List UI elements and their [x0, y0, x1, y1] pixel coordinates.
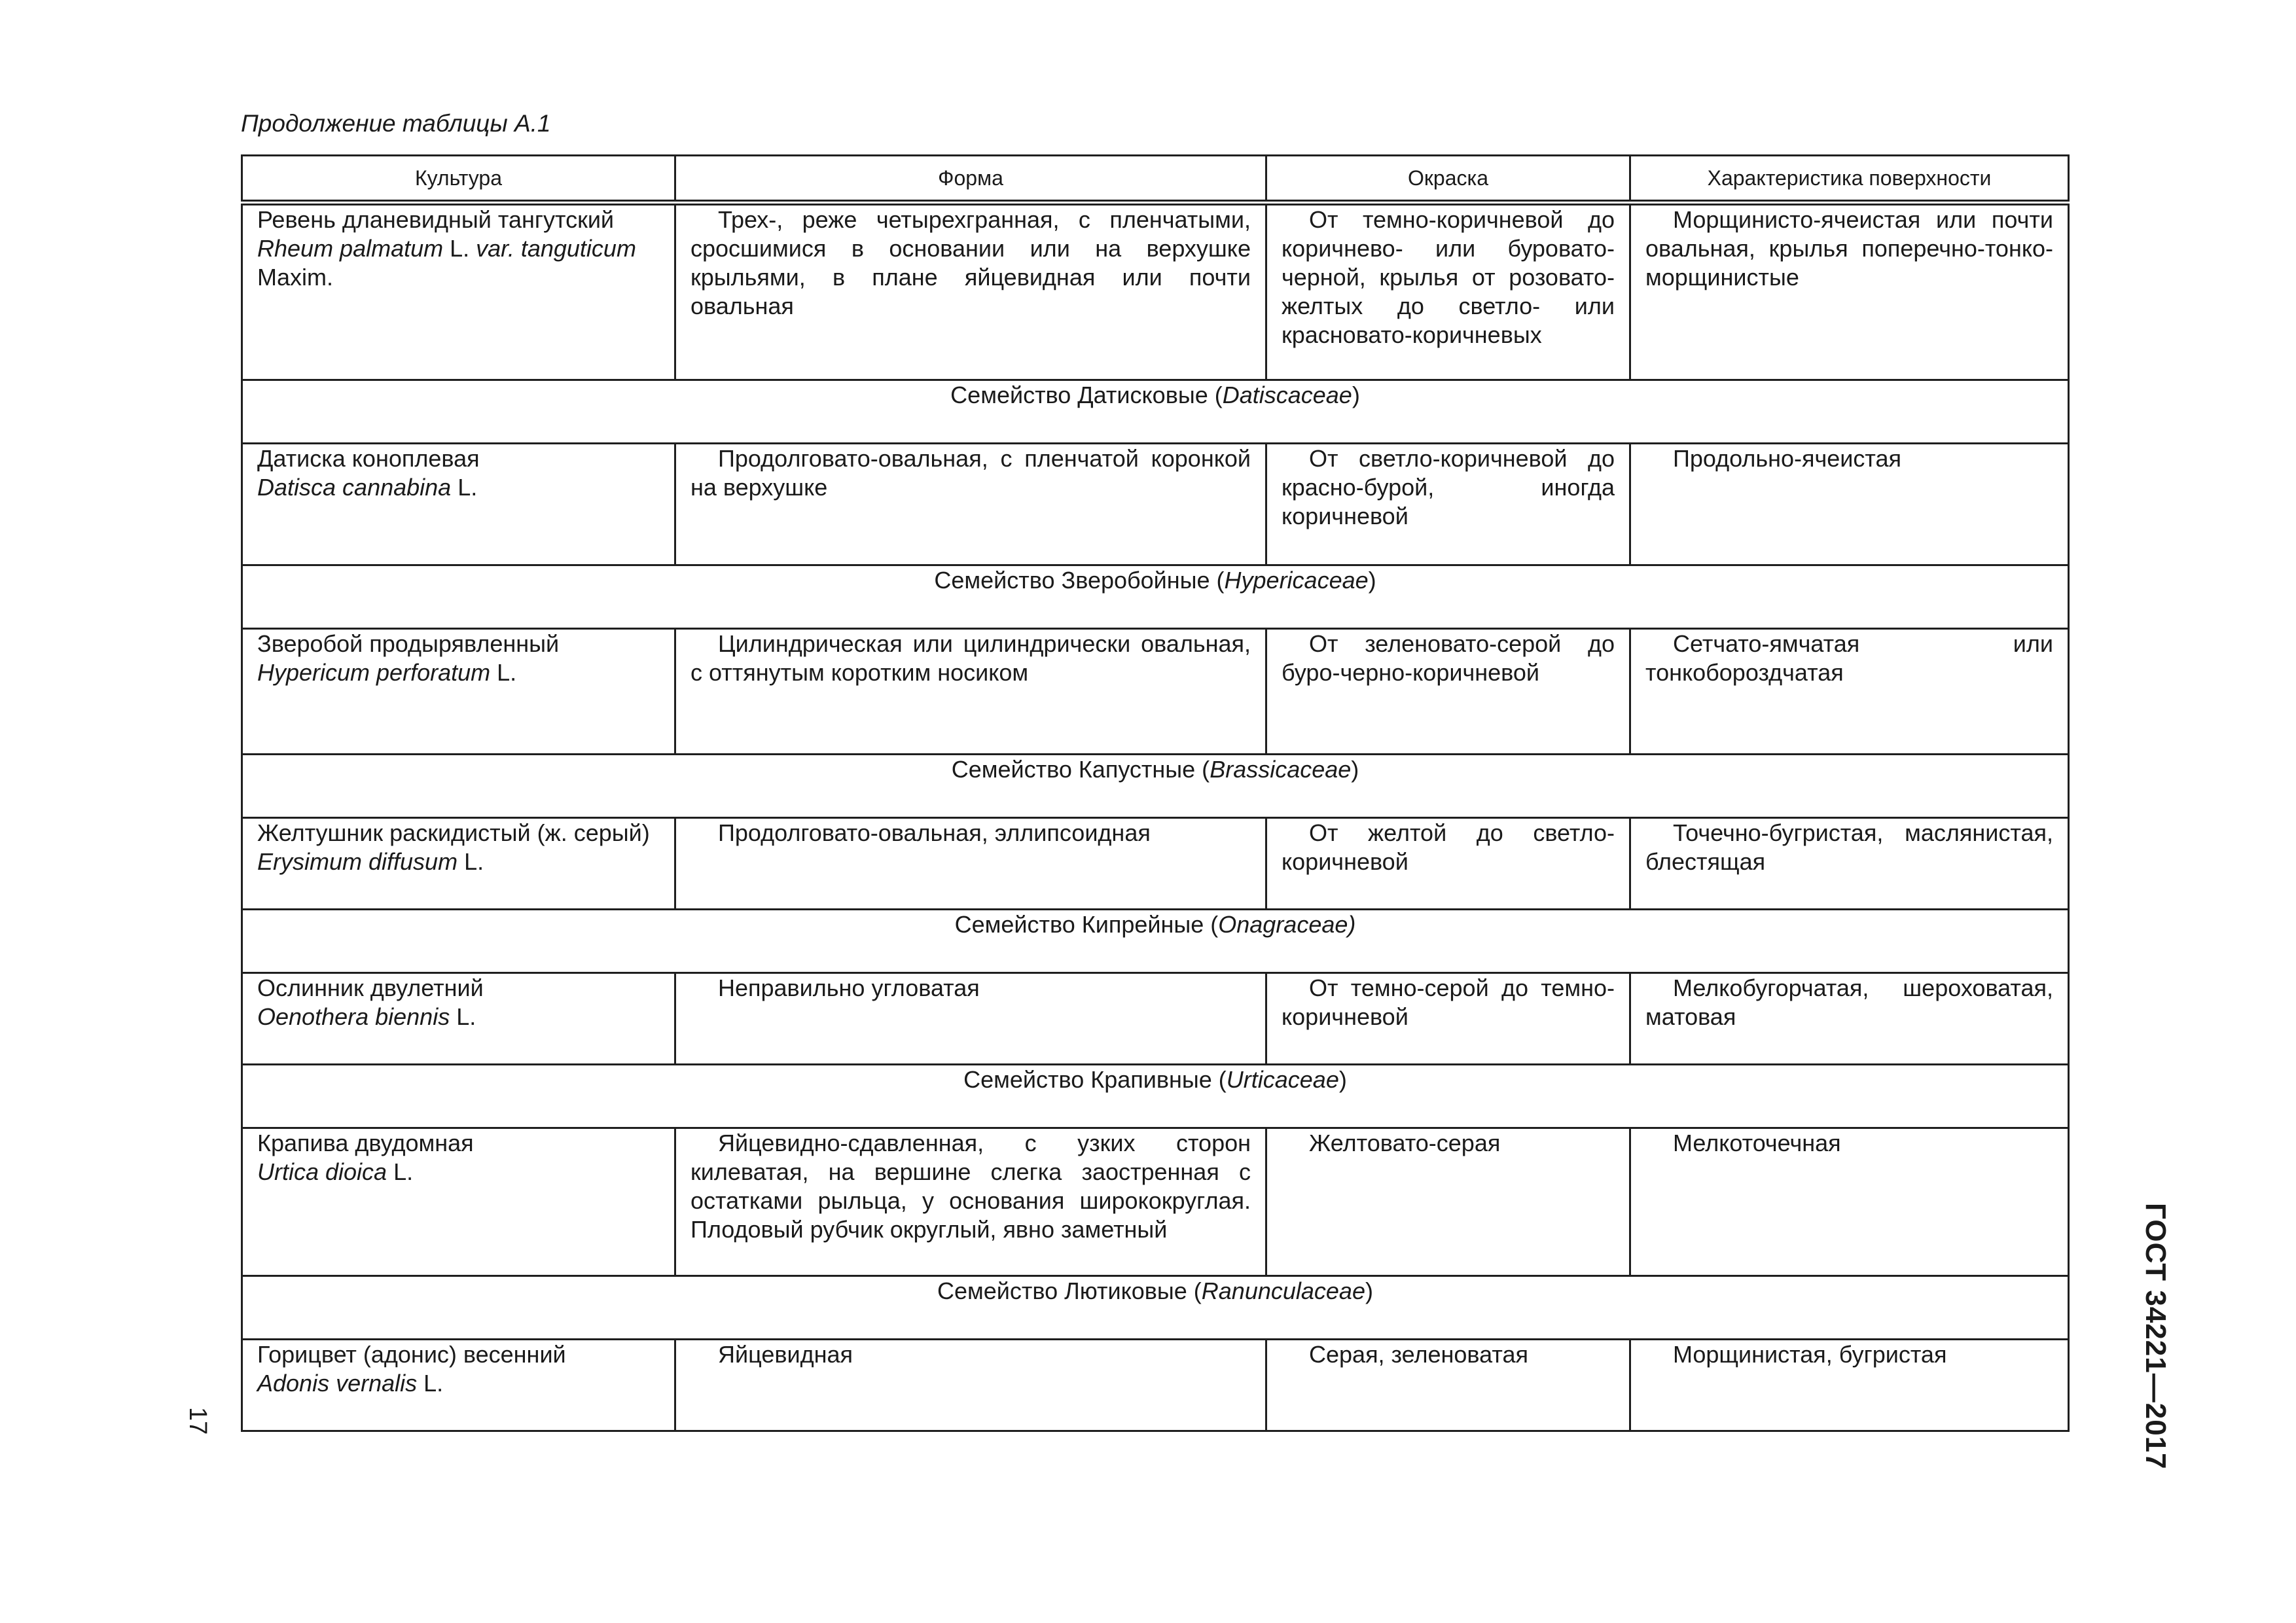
header-color: Окраска — [1266, 156, 1630, 203]
culture-name: Ослинник двулетний — [257, 974, 484, 1001]
latin-author: L. — [417, 1370, 444, 1397]
latin-variety: var. tanguticum — [476, 235, 636, 262]
color-cell: Желтовато-серая — [1266, 1128, 1630, 1276]
family-heading: Семейство Кипрейные (Onagraceae) — [242, 910, 2069, 973]
latin-name: Rheum palmatum — [257, 235, 444, 262]
latin-name: Urtica dioica — [257, 1158, 387, 1185]
culture-cell — [242, 203, 675, 380]
header-shape: Форма — [675, 156, 1266, 203]
culture-name: Крапива двудомная — [257, 1130, 474, 1156]
culture-name: Ревень дланевидный тангутский — [257, 206, 615, 233]
table-row — [242, 818, 2069, 910]
latin-name: Hypericum perforatum — [257, 659, 491, 686]
header-culture: Культура — [242, 156, 675, 203]
surface-cell: Точечно-бугристая, маслянистая, блестящая — [1630, 818, 2069, 910]
latin-author: L. — [450, 1003, 476, 1030]
latin-name: Datisca cannabina — [257, 474, 452, 501]
table-caption: Продолжение таблицы А.1 — [241, 110, 551, 137]
latin-name: Erysimum diffusum — [257, 848, 458, 875]
family-row — [242, 1065, 2069, 1128]
shape-cell: Неправильно угловатая — [675, 973, 1266, 1065]
surface-cell: Продольно-ячеистая — [1630, 444, 2069, 565]
color-cell: От темно-коричневой до коричнево- или буровато-черной, крылья от розовато-желтых до светло- или красновато-коричневых — [1266, 203, 1630, 380]
culture-cell — [242, 444, 675, 565]
culture-cell — [242, 973, 675, 1065]
culture-name: Желтушник раскидистый (ж. серый) — [257, 819, 650, 846]
table-row — [242, 1340, 2069, 1431]
latin-name: Oenothera biennis — [257, 1003, 450, 1030]
surface-cell: Мелкобугорчатая, шероховатая, матовая — [1630, 973, 2069, 1065]
family-heading: Семейство Капустные (Brassicaceae) — [242, 755, 2069, 818]
family-row — [242, 755, 2069, 818]
culture-cell — [242, 1128, 675, 1276]
family-heading: Семейство Лютиковые (Ranunculaceae) — [242, 1276, 2069, 1340]
culture-name: Зверобой продырявленный — [257, 630, 560, 657]
color-cell: От зеленовато-серой до буро-черно-коричневой — [1266, 629, 1630, 755]
latin-author: L. — [490, 659, 517, 686]
standard-designation: ГОСТ 34221—2017 — [2140, 1203, 2172, 1470]
color-cell: От желтой до светло-коричневой — [1266, 818, 1630, 910]
family-row — [242, 565, 2069, 629]
color-cell: От темно-серой до темно-коричневой — [1266, 973, 1630, 1065]
culture-cell — [242, 818, 675, 910]
table-row — [242, 203, 2069, 380]
latin-author: L. — [387, 1158, 414, 1185]
table-row — [242, 629, 2069, 755]
table-row — [242, 973, 2069, 1065]
surface-cell: Морщинистая, бугристая — [1630, 1340, 2069, 1431]
table-header-row — [242, 156, 2069, 203]
shape-cell: Продолговато-овальная, эллипсоидная — [675, 818, 1266, 910]
table-row — [242, 1128, 2069, 1276]
family-heading: Семейство Крапивные (Urticaceae) — [242, 1065, 2069, 1128]
latin-name: Adonis vernalis — [257, 1370, 418, 1397]
color-cell: От светло-коричневой до красно-бурой, иногда коричневой — [1266, 444, 1630, 565]
family-row — [242, 1276, 2069, 1340]
culture-cell — [242, 629, 675, 755]
shape-cell: Яйцевидная — [675, 1340, 1266, 1431]
surface-cell: Мелкоточечная — [1630, 1128, 2069, 1276]
latin-author: L. — [457, 848, 484, 875]
latin-author: L. — [451, 474, 478, 501]
seed-characteristics-table — [241, 154, 2070, 1432]
table-row — [242, 444, 2069, 565]
family-heading: Семейство Датисковые (Datiscaceae) — [242, 380, 2069, 444]
family-row — [242, 910, 2069, 973]
culture-cell — [242, 1340, 675, 1431]
surface-cell: Сетчато-ямчатая или тонкобороздчатая — [1630, 629, 2069, 755]
latin-variety-author: Maxim. — [257, 264, 333, 291]
shape-cell: Продолговато-овальная, с пленчатой коронкой на верхушке — [675, 444, 1266, 565]
latin-author: L. — [443, 235, 476, 262]
page-number: 17 — [184, 1407, 211, 1435]
shape-cell: Яйцевидно-сдавленная, с узких сторон килеватая, на вершине слегка заостренная с остатками рыльца, у основания ширококруглая. Плодовый рубчик округлый, явно заметный — [675, 1128, 1266, 1276]
shape-cell: Трех-, реже четырехгранная, с пленчатыми, сросшимися в основании или на верхушке крыльями, в плане яйцевидная или почти овальная — [675, 203, 1266, 380]
family-row — [242, 380, 2069, 444]
surface-cell: Морщинисто-ячеистая или почти овальная, крылья поперечно-тонко-морщинистые — [1630, 203, 2069, 380]
header-surface: Характеристика поверхности — [1630, 156, 2069, 203]
color-cell: Серая, зеленоватая — [1266, 1340, 1630, 1431]
family-heading: Семейство Зверобойные (Hypericaceae) — [242, 565, 2069, 629]
culture-name: Датиска коноплевая — [257, 445, 480, 472]
culture-name: Горицвет (адонис) весенний — [257, 1341, 566, 1368]
shape-cell: Цилиндрическая или цилиндрически овальная, с оттянутым коротким носиком — [675, 629, 1266, 755]
